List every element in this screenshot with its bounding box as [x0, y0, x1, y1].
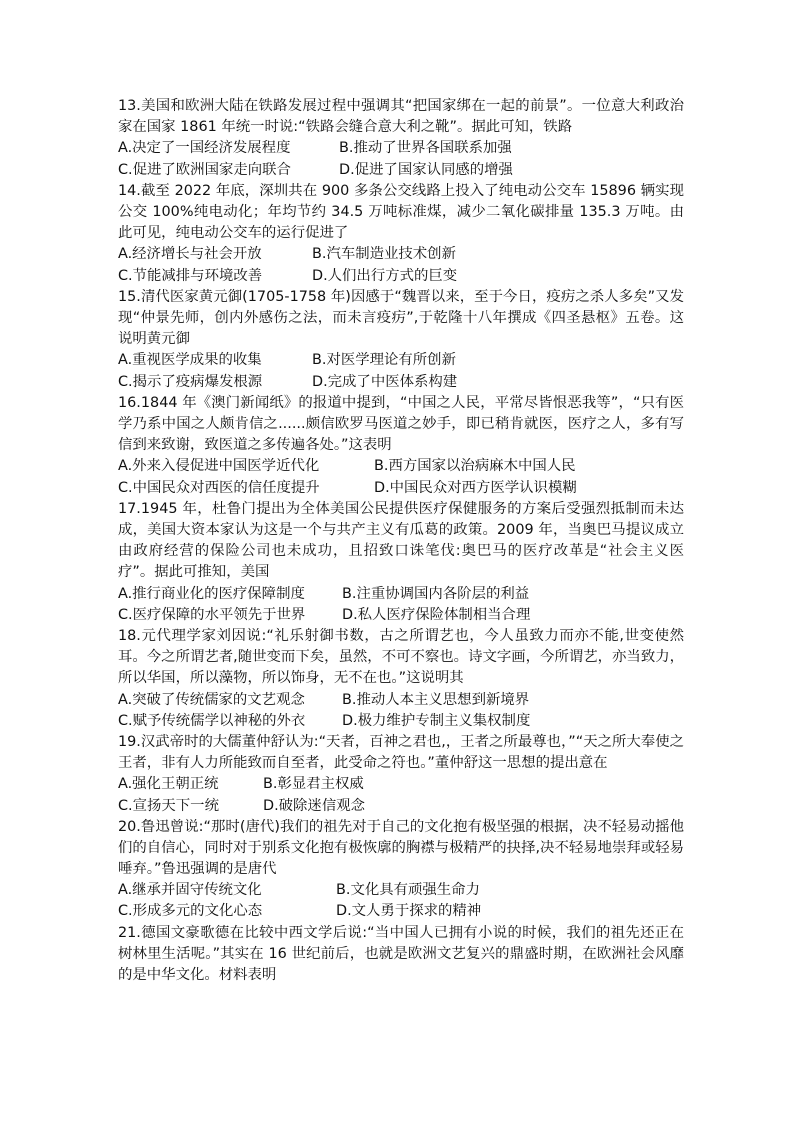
option-b: B.注重协调国内各阶层的利益 — [342, 585, 530, 602]
options-row — [118, 160, 684, 181]
option-c: C.揭示了疫病爆发根源 — [118, 373, 263, 390]
options-row — [118, 774, 684, 795]
exam-page — [118, 96, 684, 986]
option-d: D.人们出行方式的巨变 — [312, 267, 458, 284]
question-19 — [118, 732, 684, 817]
question-21 — [118, 923, 684, 987]
options-row — [118, 266, 684, 287]
option-d: D.破除迷信观念 — [263, 797, 365, 814]
options-row — [118, 901, 684, 922]
options-row — [118, 690, 684, 711]
option-a: A.决定了一国经济发展程度 — [118, 140, 291, 157]
option-d: D.文人勇于探求的精神 — [336, 903, 482, 920]
question-stem: 19.汉武帝时的大儒董仲舒认为:“天者，百神之君也,，王者之所最尊也，”“天之所大奉使之王者，非有人力所能致而自至者，此受命之符也。”董仲舒这一思想的提出意在 — [118, 733, 684, 772]
option-a: A.突破了传统儒家的文艺观念 — [118, 691, 305, 708]
option-d: D.中国民众对西方医学认识模糊 — [374, 479, 577, 496]
question-stem: 13.美国和欧洲大陆在铁路发展过程中强调其“把国家绑在一起的前景”。一位意大利政治家在国家 1861 年统一时说:“铁路会缝合意大利之靴”。据此可知，铁路 — [118, 98, 684, 136]
question-14 — [118, 181, 684, 287]
option-c: C.形成多元的文化心态 — [118, 903, 263, 920]
question-stem: 20.鲁迅曾说:“那时(唐代)我们的祖先对于自己的文化抱有极坚强的根据，决不轻易动摇他们的自信心，同时对于别系文化抱有极恢廓的胸襟与极精严的抉择,决不轻易地崇拜或轻易唾弃。”鲁迅强调的是唐代 — [118, 818, 684, 878]
option-a: A.强化王朝正统 — [118, 776, 219, 793]
option-b: B.汽车制造业技术创新 — [312, 246, 456, 263]
question-stem: 21.德国文豪歌德在比较中西文学后说:“当中国人已拥有小说的时候，我们的祖先还正在树林里生活呢。”其实在 16 世纪前后，也就是欧洲文艺复兴的鼎盛时期，在欧洲社会风靡的是中华文化。材料表明 — [118, 924, 684, 984]
question-17 — [118, 499, 684, 626]
option-a: A.重视医学成果的收集 — [118, 352, 262, 369]
options-row — [118, 796, 684, 817]
option-b: B.推动人本主义思想到新境界 — [342, 691, 530, 708]
option-b: B.文化具有顽强生命力 — [336, 882, 480, 899]
question-16 — [118, 393, 684, 499]
question-18 — [118, 626, 684, 732]
option-c: C.节能减排与环境改善 — [118, 267, 263, 284]
options-row — [118, 456, 684, 477]
option-b: B.彰显君主权威 — [263, 776, 364, 793]
option-d: D.促进了国家认同感的增强 — [339, 161, 513, 178]
options-row — [118, 244, 684, 265]
option-a: A.推行商业化的医疗保障制度 — [118, 585, 305, 602]
question-stem: 15.清代医家黄元御(1705-1758 年)因感于“魏晋以来，至于今日，疫疠之杀人多矣”又发现“仲景先师，创内外感伤之法，而未言疫疠”,于乾隆十八年撰成《四圣悬枢》五卷。这说明黄元御 — [118, 288, 684, 348]
option-b: B.西方国家以治病麻木中国人民 — [374, 458, 576, 475]
question-stem: 14.截至 2022 年底，深圳共在 900 多条公交线路上投入了纯电动公交车 15896 辆实现公交 100%纯电动化；年均节约 34.5 万吨标准煤，减少二氧化碳排量 135.3 万吨。由此可见，纯电动公交车的运行促进了 — [118, 182, 684, 242]
options-row — [118, 478, 684, 499]
option-a: A.外来入侵促进中国医学近代化 — [118, 458, 320, 475]
options-row — [118, 605, 684, 626]
option-c: C.宣扬天下一统 — [118, 797, 219, 814]
option-b: B.推动了世界各国联系加强 — [339, 140, 512, 157]
question-stem: 17.1945 年，杜鲁门提出为全体美国公民提供医疗保健服务的方案后受强烈抵制而未达成，美国大资本家认为这是一个与共产主义有瓜葛的政策。2009 年，当奥巴马提议成立由政府经营的保险公司也未成功，且招致口诛笔伐:奥巴马的医疗改革是“社会主义医疗”。据此可推知，美国 — [118, 500, 684, 581]
options-row — [118, 350, 684, 371]
option-d: D.极力维护专制主义集权制度 — [342, 712, 531, 729]
option-a: A.继承并固守传统文化 — [118, 882, 262, 899]
option-c: C.中国民众对西医的信任度提升 — [118, 479, 320, 496]
question-stem: 16.1844 年《澳门新闻纸》的报道中提到，“中国之人民，平常尽皆恨恶我等”，“只有医学乃系中国之人颇肯信之......颇信欧罗马医道之妙手，即已稍肯就医，医疗之人，多有写信到来致谢，致医道之多传遍各处。”这表明 — [118, 394, 684, 454]
options-row — [118, 711, 684, 732]
option-a: A.经济增长与社会开放 — [118, 246, 262, 263]
option-d: D.私人医疗保险体制相当合理 — [342, 606, 531, 623]
options-row — [118, 138, 684, 159]
option-c: C.医疗保障的水平领先于世界 — [118, 606, 306, 623]
options-row — [118, 880, 684, 901]
option-c: C.赋予传统儒学以神秘的外衣 — [118, 712, 306, 729]
options-row — [118, 584, 684, 605]
options-row — [118, 372, 684, 393]
option-c: C.促进了欧洲国家走向联合 — [118, 161, 291, 178]
question-13 — [118, 96, 684, 181]
question-15 — [118, 287, 684, 393]
option-b: B.对医学理论有所创新 — [312, 352, 456, 369]
option-d: D.完成了中医体系构建 — [312, 373, 458, 390]
question-20 — [118, 817, 684, 923]
question-stem: 18.元代理学家刘因说:“礼乐射御书数，古之所谓艺也，今人虽致力而亦不能,世变使然耳。今之所谓艺者,随世变而下矣，虽然，不可不察也。诗文字画，今所谓艺，亦当致力，所以华国，所以藻物，所以饰身，无不在也。”这说明其 — [118, 627, 684, 687]
